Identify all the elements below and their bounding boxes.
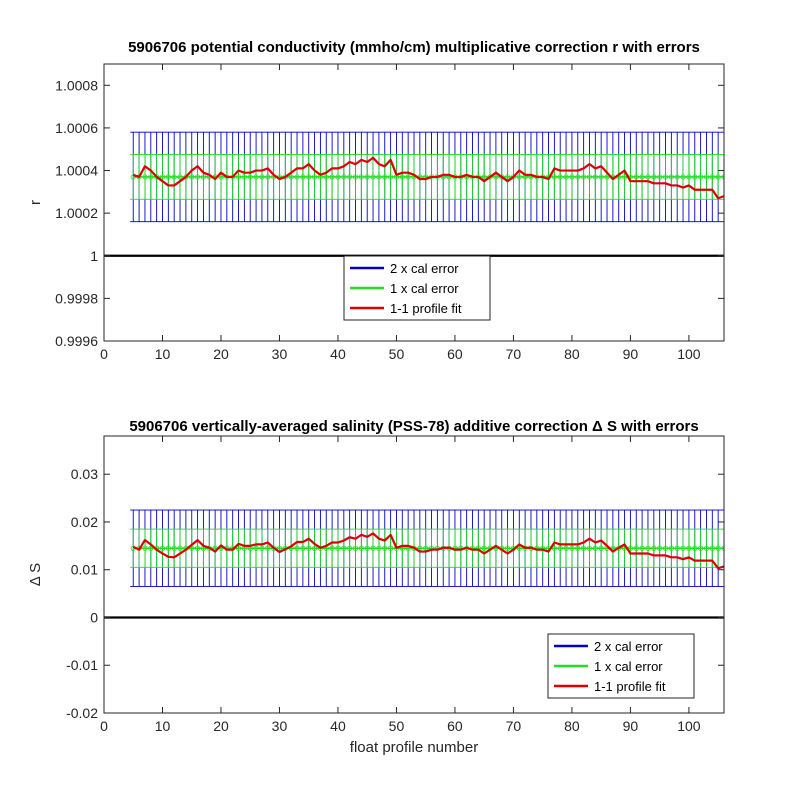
x-tick-label: 70 (505, 346, 522, 362)
y-tick-label: 0.03 (70, 466, 98, 483)
x-tick-label: 100 (677, 718, 701, 734)
legend (344, 256, 490, 320)
x-tick-label: 20 (213, 346, 229, 362)
y-tick-label: 0.9998 (55, 290, 98, 307)
x-tick-label: 90 (622, 718, 639, 734)
x-tick-label: 90 (622, 346, 639, 362)
x-tick-label: 20 (213, 718, 229, 734)
y-tick-label: 1.0002 (55, 205, 98, 222)
legend-label: 2 x cal error (390, 261, 459, 276)
y-tick-label: 1.0006 (55, 119, 98, 136)
chart-title: 5906706 potential conductivity (mmho/cm) multiplicative correction r with errors (128, 39, 700, 56)
y-tick-label: 0.01 (70, 561, 98, 578)
x-tick-label: 10 (154, 718, 171, 734)
legend-label: 1-1 profile fit (594, 679, 666, 694)
x-tick-label: 70 (505, 718, 522, 734)
x-tick-label: 30 (271, 718, 288, 734)
y-tick-label: 1.0008 (55, 77, 98, 94)
x-tick-label: 60 (447, 346, 463, 362)
x-tick-label: 30 (271, 346, 288, 362)
x-tick-label: 60 (447, 718, 463, 734)
lower-panel (27, 418, 727, 756)
x-tick-label: 0 (100, 718, 108, 734)
x-tick-label: 80 (564, 718, 580, 734)
legend-label: 2 x cal error (594, 639, 663, 654)
y-axis-label: Δ S (27, 562, 44, 587)
x-tick-label: 0 (100, 346, 108, 362)
x-tick-label: 50 (388, 718, 405, 734)
x-tick-label: 50 (388, 346, 405, 362)
y-tick-label: 0 (90, 609, 98, 626)
legend-label: 1 x cal error (390, 281, 459, 296)
y-tick-label: -0.01 (66, 657, 98, 674)
y-axis-label: r (27, 200, 44, 205)
y-tick-label: -0.02 (66, 705, 98, 721)
x-tick-label: 80 (564, 346, 580, 362)
x-tick-label: 10 (154, 346, 171, 362)
legend (548, 634, 694, 698)
x-tick-label: 100 (677, 346, 701, 362)
y-tick-label: 0.9996 (55, 333, 98, 349)
y-tick-label: 1 (90, 247, 98, 264)
x-tick-label: 40 (330, 346, 346, 362)
upper-panel (27, 39, 727, 362)
x-tick-label: 40 (330, 718, 346, 734)
chart-title: 5906706 vertically-averaged salinity (PSS-78) additive correction Δ S with errors (129, 418, 699, 435)
y-tick-label: 1.0004 (55, 162, 98, 179)
legend-label: 1-1 profile fit (390, 301, 462, 316)
legend-label: 1 x cal error (594, 659, 663, 674)
x-axis-label: float profile number (349, 739, 479, 756)
y-tick-label: 0.02 (70, 513, 98, 530)
